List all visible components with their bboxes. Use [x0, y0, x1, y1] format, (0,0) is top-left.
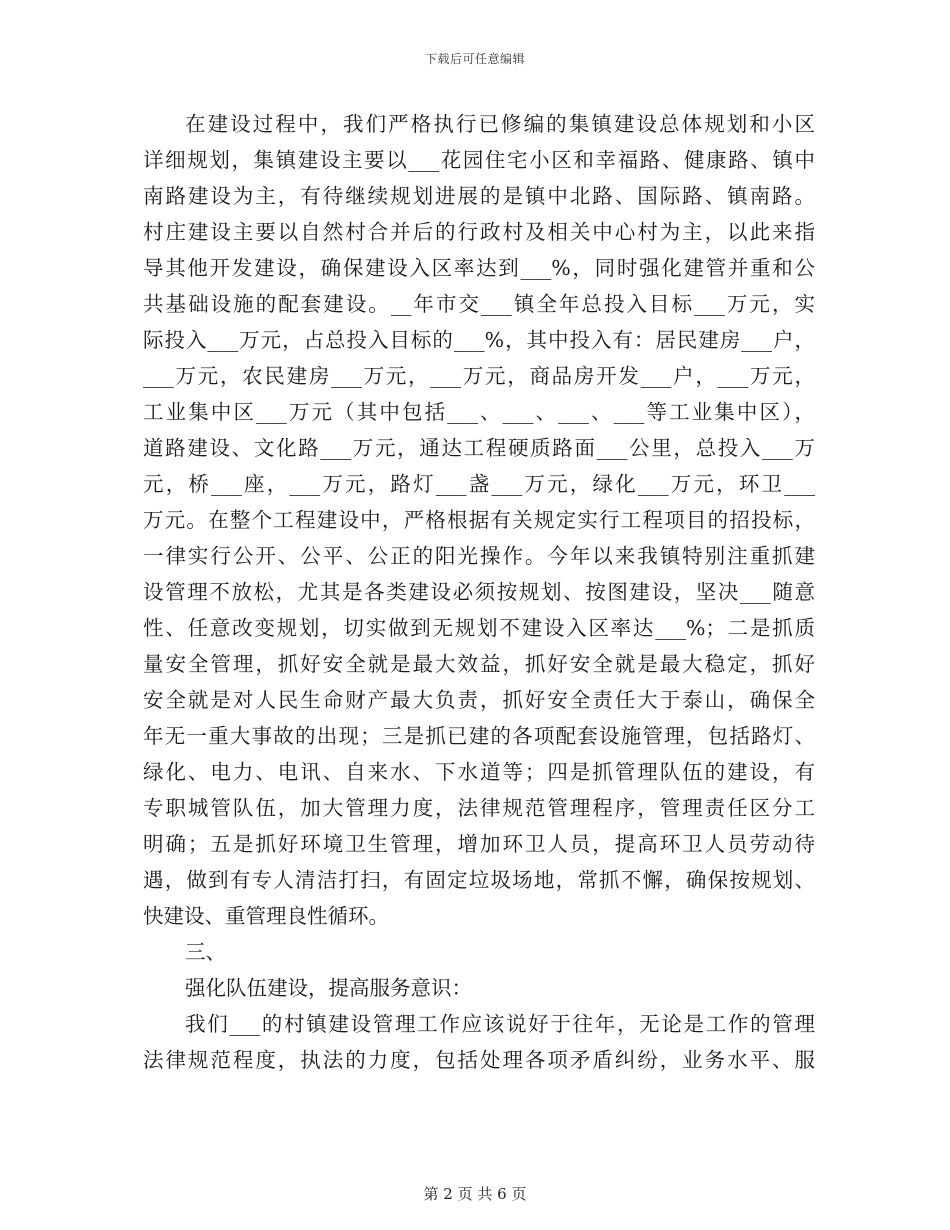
- body-line: 详细规划，集镇建设主要以___花园住宅小区和幸福路、健康路、镇中: [143, 148, 815, 172]
- body-line: 南路建设为主，有待继续规划进展的是镇中北路、国际路、镇南路。: [143, 184, 815, 208]
- body-line: 导其他开发建设，确保建设入区率达到___%，同时强化建管并重和公: [143, 256, 815, 280]
- body-line: 在建设过程中，我们严格执行已修编的集镇建设总体规划和小区: [185, 112, 815, 136]
- body-line: 安全就是对人民生命财产最大负责，抓好安全责任大于泰山，确保全: [143, 688, 815, 712]
- body-line: ___万元，农民建房___万元，___万元，商品房开发___户，___万元，: [143, 364, 815, 388]
- section-subtitle: 强化队伍建设，提高服务意识：: [185, 976, 472, 1000]
- section-heading: 三、: [185, 940, 226, 964]
- page-header: 下载后可任意编辑: [424, 52, 525, 66]
- body-line: 际投入___万元，占总投入目标的___%，其中投入有：居民建房___户，: [143, 328, 815, 352]
- body-line: 我们___的村镇建设管理工作应该说好于往年，无论是工作的管理: [185, 1012, 815, 1036]
- body-line: 村庄建设主要以自然村合并后的行政村及相关中心村为主，以此来指: [143, 220, 815, 244]
- page-number-footer: 第 2 页 共 6 页: [423, 1185, 527, 1203]
- body-line: 绿化、电力、电讯、自来水、下水道等；四是抓管理队伍的建设，有: [143, 760, 815, 784]
- body-line: 性、任意改变规划，切实做到无规划不建设入区率达___%；二是抓质: [143, 616, 815, 640]
- body-line: 道路建设、文化路___万元，通达工程硬质路面___公里，总投入___万: [143, 436, 815, 460]
- body-line: 设管理不放松，尤其是各类建设必须按规划、按图建设，坚决___随意: [143, 580, 815, 604]
- body-line: 明确；五是抓好环境卫生管理，增加环卫人员，提高环卫人员劳动待: [143, 832, 815, 856]
- body-line: 量安全管理，抓好安全就是最大效益，抓好安全就是最大稳定，抓好: [143, 652, 815, 676]
- body-line: 元，桥___座，___万元，路灯___盏___万元，绿化___万元，环卫___: [143, 472, 815, 496]
- body-line: 遇，做到有专人清洁打扫，有固定垃圾场地，常抓不懈，确保按规划、: [143, 868, 815, 892]
- body-line: 工业集中区___万元（其中包括___、___、___、___等工业集中区），: [143, 400, 815, 424]
- body-line: 快建设、重管理良性循环。: [143, 904, 389, 928]
- body-line: 法律规范程度，执法的力度，包括处理各项矛盾纠纷，业务水平、服: [143, 1048, 815, 1072]
- body-line: 专职城管队伍，加大管理力度，法律规范管理程序，管理责任区分工: [143, 796, 815, 820]
- document-body: [143, 106, 815, 1078]
- body-line: 共基础设施的配套建设。__年市交___镇全年总投入目标___万元，实: [143, 292, 815, 316]
- body-line: 年无一重大事故的出现；三是抓已建的各项配套设施管理，包括路灯、: [143, 724, 815, 748]
- body-line: 万元。在整个工程建设中，严格根据有关规定实行工程项目的招投标，: [143, 508, 815, 532]
- body-line: 一律实行公开、公平、公正的阳光操作。今年以来我镇特别注重抓建: [143, 544, 815, 568]
